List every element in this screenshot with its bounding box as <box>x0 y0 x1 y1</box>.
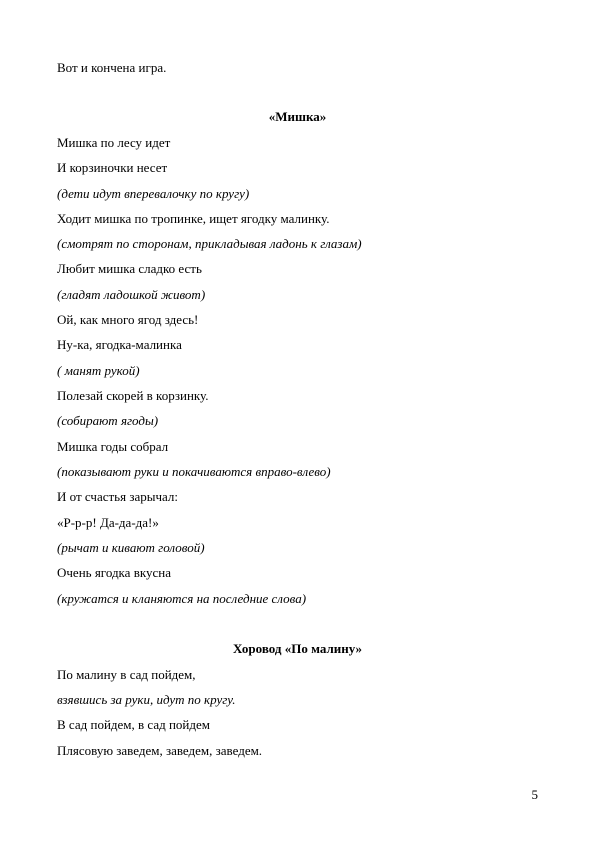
verse-line: По малину в сад пойдем, <box>57 667 196 682</box>
verse-line: Ходит мишка по тропинке, ищет ягодку малинку. <box>57 211 330 226</box>
stage-direction: (показывают руки и покачиваются вправо-влево) <box>57 464 331 479</box>
page-number: 5 <box>531 787 538 802</box>
closing-line: Вот и кончена игра. <box>57 60 167 75</box>
stage-direction: (собирают ягоды) <box>57 413 159 428</box>
verse-line: И корзиночки несет <box>57 160 168 175</box>
verse-line: Ой, как много ягод здесь! <box>57 312 199 327</box>
section-title-khorovod: Хоровод «По малину» <box>232 641 363 656</box>
verse-line: Мишка годы собрал <box>57 439 169 454</box>
verse-line: И от счастья зарычал: <box>57 489 178 504</box>
verse-line: В сад пойдем, в сад пойдем <box>57 717 210 732</box>
stage-direction: (дети идут вперевалочку по кругу) <box>57 186 250 201</box>
stage-direction: (смотрят по сторонам, прикладывая ладонь к глазам) <box>57 236 362 251</box>
stage-direction: ( манят рукой) <box>57 363 140 378</box>
stage-direction: (кружатся и кланяются на последние слова) <box>57 591 307 606</box>
stage-direction: взявшись за руки, идут по кругу. <box>57 692 236 707</box>
section-title-mishka: «Мишка» <box>268 109 327 124</box>
stage-direction: (рычат и кивают головой) <box>57 540 205 555</box>
verse-line: Мишка по лесу идет <box>57 135 171 150</box>
verse-line: Плясовую заведем, заведем, заведем. <box>57 743 263 758</box>
verse-line: Очень ягодка вкусна <box>57 565 171 580</box>
verse-line: Любит мишка сладко есть <box>57 261 202 276</box>
verse-line: «Р-р-р! Да-да-да!» <box>57 515 159 530</box>
stage-direction: (гладят ладошкой живот) <box>57 287 206 302</box>
verse-line: Полезай скорей в корзинку. <box>57 388 209 403</box>
verse-line: Ну-ка, ягодка-малинка <box>57 337 182 352</box>
